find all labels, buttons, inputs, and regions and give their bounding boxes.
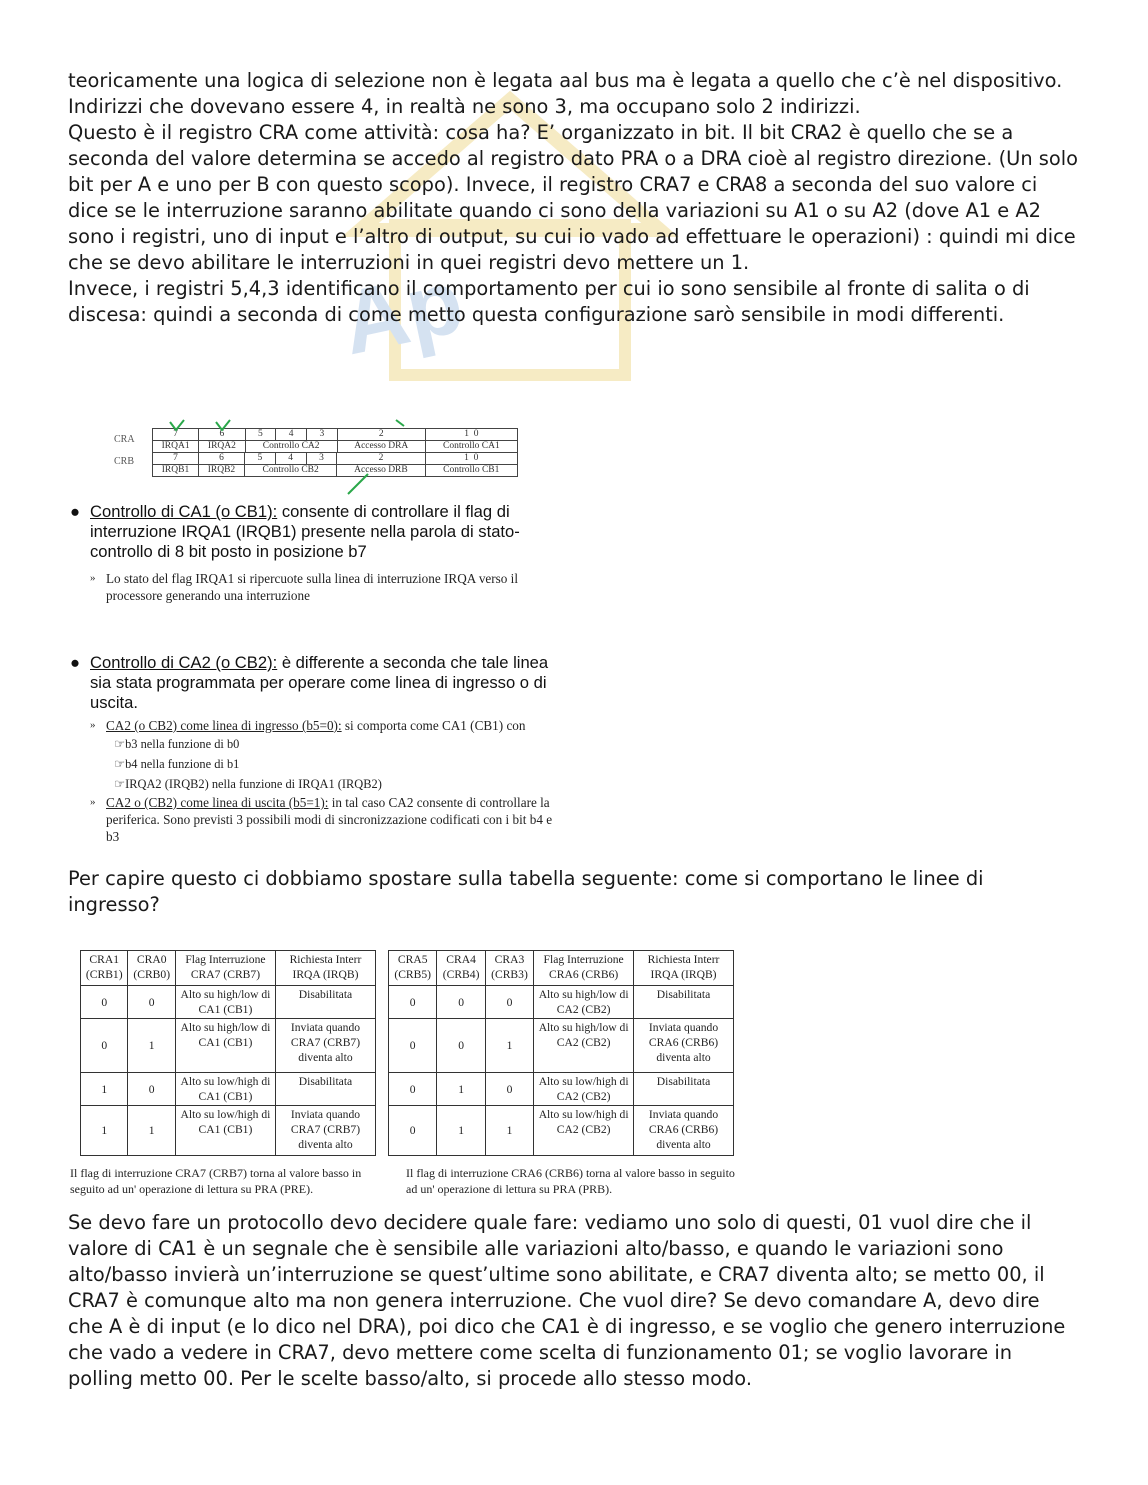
table-cell: 0 <box>389 1106 437 1156</box>
table-cell: 1 <box>81 1106 128 1156</box>
bullet-title: Controllo di CA1 (o CB1): <box>90 502 278 521</box>
table-cell: 0 <box>389 986 437 1019</box>
sub-bullet-text: si comporta come CA1 (CB1) con <box>341 718 526 733</box>
sub-bullet-text: Lo stato del flag IRQA1 si ripercuote sulla linea di interruzione IRQA verso il processore generando una interruzione <box>106 571 519 603</box>
table-cell: Inviata quando CRA7 (CRB7) diventa alto <box>275 1106 375 1156</box>
sub-bullet-text: in tal caso CA2 consente di controllare la periferica. Sono previsti 3 possibili modi di sincronizzazione codificati con i bit b4 e b3 <box>106 795 553 844</box>
field-cell: IRQB1 <box>153 465 199 477</box>
header-cell: Flag Interruzione CRA7 (CRB7) <box>175 951 275 986</box>
bit-0: 0 <box>473 429 479 439</box>
table-cell: Disabilitata <box>634 1073 734 1106</box>
table-cell: 0 <box>485 1073 533 1106</box>
table-cell: 0 <box>128 986 175 1019</box>
pointing-hand-icon: ☞ <box>114 777 126 791</box>
table-cell: 0 <box>389 1019 437 1073</box>
table-cell: Alto su low/high di CA1 (CB1) <box>175 1073 275 1106</box>
table-cell: 1 <box>437 1073 485 1106</box>
truth-table-right <box>388 950 734 1156</box>
bit-cell: 6 <box>199 429 245 441</box>
header-cell: Flag Interruzione CRA6 (CRB6) <box>534 951 634 986</box>
sub-bullet-underlined: CA2 (o CB2) come linea di ingresso (b5=0): <box>106 718 342 733</box>
bullet-icon: ● <box>70 502 81 521</box>
table-cell: 0 <box>437 1019 485 1073</box>
chevron-right-icon: » <box>90 572 96 584</box>
table-cell: Disabilitata <box>634 986 734 1019</box>
table-cell: 0 <box>437 986 485 1019</box>
table-cell: Disabilitata <box>275 1073 375 1106</box>
bullet-title: Controllo di CA2 (o CB2): <box>90 653 278 672</box>
table-cell: Alto su high/low di CA1 (CB1) <box>175 986 275 1019</box>
field-cell: Controllo CB1 <box>425 465 517 477</box>
field-cell: IRQA2 <box>199 441 245 453</box>
paragraph: Se devo fare un protocollo devo decidere quale fare: vediamo uno solo di questi, 01 vuol dire che il valore di CA1 è un segnale che è sensibile alle variazioni alto/basso, e quando le variazioni sono alto/basso invierà un’interruzione se quest’ultime sono abilitate, e CRA7 diventa alto; se metto 00, il CRA7 è comunque alto ma non genera interruzione. Che vuol dire? Se devo comandare A, devo dire che A è di input (e lo dico nel DRA), poi dico che CA1 è di ingresso, e se voglio che genero interruzione che vado a vedere in CRA7, devo mettere come scelta di funzionamento 01; se voglio lavorare in polling metto 00. Per le scelte basso/alto, si procede allo stesso modo. <box>68 1211 1066 1390</box>
bit-1: 1 <box>464 429 469 439</box>
table-cell: 1 <box>128 1106 175 1156</box>
table-cell: Alto su high/low di CA2 (CB2) <box>534 986 634 1019</box>
bit-1: 1 <box>464 453 469 463</box>
paragraph: Per capire questo ci dobbiamo spostare sulla tabella seguente: come si comportano le linee di ingresso? <box>68 867 984 916</box>
table-cell: Alto su low/high di CA2 (CB2) <box>534 1106 634 1156</box>
bit-cell: 4 <box>275 453 306 465</box>
table-cell: Alto su high/low di CA1 (CB1) <box>175 1019 275 1073</box>
table-cell: 0 <box>81 1019 128 1073</box>
bullet-text: è differente a seconda che tale linea sia stata programmata per operare come linea di ingresso o di uscita. <box>90 653 549 712</box>
table-cell: Disabilitata <box>275 986 375 1019</box>
bit-cell: 3 <box>307 429 338 441</box>
bit-cell: 3 <box>306 453 337 465</box>
header-cell: CRA4 (CRB4) <box>437 951 485 986</box>
mid-text <box>68 866 1080 918</box>
field-cell: Controllo CB2 <box>244 465 336 477</box>
field-cell: Accesso DRA <box>337 441 425 453</box>
bit-cell: 5 <box>245 429 276 441</box>
table-cell: 1 <box>485 1106 533 1156</box>
header-cell: CRA5 (CRB5) <box>389 951 437 986</box>
field-cell: IRQA1 <box>153 441 199 453</box>
table-right-footnote: Il flag di interruzione CRA6 (CRB6) torna al valore basso in seguito ad un' operazione di lettura su PRA (PRB). <box>406 1166 735 1196</box>
table-cell: Inviata quando CRA7 (CRB7) diventa alto <box>275 1019 375 1073</box>
header-cell: CRA1 (CRB1) <box>81 951 128 986</box>
header-cell: Richiesta Interr IRQA (IRQB) <box>275 951 375 986</box>
bullet-icon: ● <box>70 653 81 672</box>
list-item: b3 nella funzione di b0 <box>125 737 240 751</box>
crb-label: CRB <box>114 456 135 467</box>
table-cell: 0 <box>485 986 533 1019</box>
table-cell: 1 <box>81 1073 128 1106</box>
svg-text:Ap: Ap <box>333 251 472 375</box>
header-cell: CRA0 (CRB0) <box>128 951 175 986</box>
table-cell: 1 <box>128 1019 175 1073</box>
field-cell: IRQB2 <box>198 465 244 477</box>
pointing-hand-icon: ☞ <box>114 757 126 771</box>
list-item: IRQA2 (IRQB2) nella funzione di IRQA1 (IRQB2) <box>125 777 382 791</box>
bit-cell: 6 <box>198 453 244 465</box>
bit-cell <box>425 453 517 465</box>
bit-cell: 2 <box>337 453 425 465</box>
field-cell: Controllo CA2 <box>245 441 337 453</box>
table-cell: 0 <box>389 1073 437 1106</box>
field-cell: Controllo CA1 <box>425 441 517 453</box>
bit-cell: 7 <box>153 453 199 465</box>
list-item: b4 nella funzione di b1 <box>125 757 240 771</box>
table-left-footnote: Il flag di interruzione CRA7 (CRB7) torna al valore basso in seguito ad un' operazione di lettura su PRA (PRE). <box>70 1166 362 1196</box>
bullet-text: consente di controllare il flag di interruzione IRQA1 (IRQB1) presente nella parola di stato-controllo di 8 bit posto in posizione b7 <box>90 502 520 561</box>
intro-text <box>68 68 1080 328</box>
bit-cell: 4 <box>276 429 307 441</box>
bit-cell: 2 <box>337 429 425 441</box>
table-cell: Alto su low/high di CA1 (CB1) <box>175 1106 275 1156</box>
cra-label: CRA <box>114 434 135 445</box>
green-tick-marks <box>168 418 428 500</box>
truth-table-left <box>80 950 376 1156</box>
field-cell: Accesso DRB <box>337 465 425 477</box>
bullet-controllo-ca1 <box>68 502 568 604</box>
bit-0: 0 <box>473 453 479 463</box>
paragraph: Indirizzi che dovevano essere 4, in realtà ne sono 3, ma occupano solo 2 indirizzi. <box>68 95 861 118</box>
table-cell: 1 <box>485 1019 533 1073</box>
sub-bullet-underlined: CA2 o (CB2) come linea di uscita (b5=1): <box>106 795 329 810</box>
bottom-text <box>68 1210 1080 1392</box>
table-cell: Inviata quando CRA6 (CRB6) diventa alto <box>634 1019 734 1073</box>
chevron-right-icon: » <box>90 719 96 731</box>
chevron-right-icon: » <box>90 796 96 808</box>
table-cell: Alto su high/low di CA2 (CB2) <box>534 1019 634 1073</box>
table-cell: 1 <box>437 1106 485 1156</box>
pointing-hand-icon: ☞ <box>114 737 126 751</box>
paragraph: Questo è il registro CRA come attività: cosa ha? E’ organizzato in bit. Il bit CRA2 è quello che se a seconda del valore determina se accedo al registro dato PRA o a DRA cioè al registro direzione. (Un solo bit per A e uno per B con questo scopo). Invece, il registro CRA7 e CRA8 a seconda del suo valore ci dice se le interruzione saranno abilitate quando ci sono della variazioni su A1 o su A2 (dove A1 e A2 sono i registri, uno di input e l’altro di output, su cui io vado ad effettuare le operazioni) : quindi mi dice che se devo abilitare le interruzioni in quei registri devo mettere un 1. <box>68 121 1079 274</box>
table-cell: Alto su low/high di CA2 (CB2) <box>534 1073 634 1106</box>
paragraph: Invece, i registri 5,4,3 identificano il comportamento per cui io sono sensibile al fronte di salita o di discesa: quindi a seconda di come metto questa configurazione sarò sensibile in modi differenti. <box>68 277 1030 326</box>
header-cell: Richiesta Interr IRQA (IRQB) <box>634 951 734 986</box>
table-cell: Inviata quando CRA6 (CRB6) diventa alto <box>634 1106 734 1156</box>
bit-cell: 5 <box>244 453 275 465</box>
paragraph: teoricamente una logica di selezione non è legata aal bus ma è legata a quello che c’è nel dispositivo. <box>68 69 1063 92</box>
bit-cell <box>425 429 517 441</box>
bit-cell: 7 <box>153 429 199 441</box>
table-cell: 0 <box>128 1073 175 1106</box>
bullet-controllo-ca2 <box>68 653 568 845</box>
header-cell: CRA3 (CRB3) <box>485 951 533 986</box>
table-cell: 0 <box>81 986 128 1019</box>
